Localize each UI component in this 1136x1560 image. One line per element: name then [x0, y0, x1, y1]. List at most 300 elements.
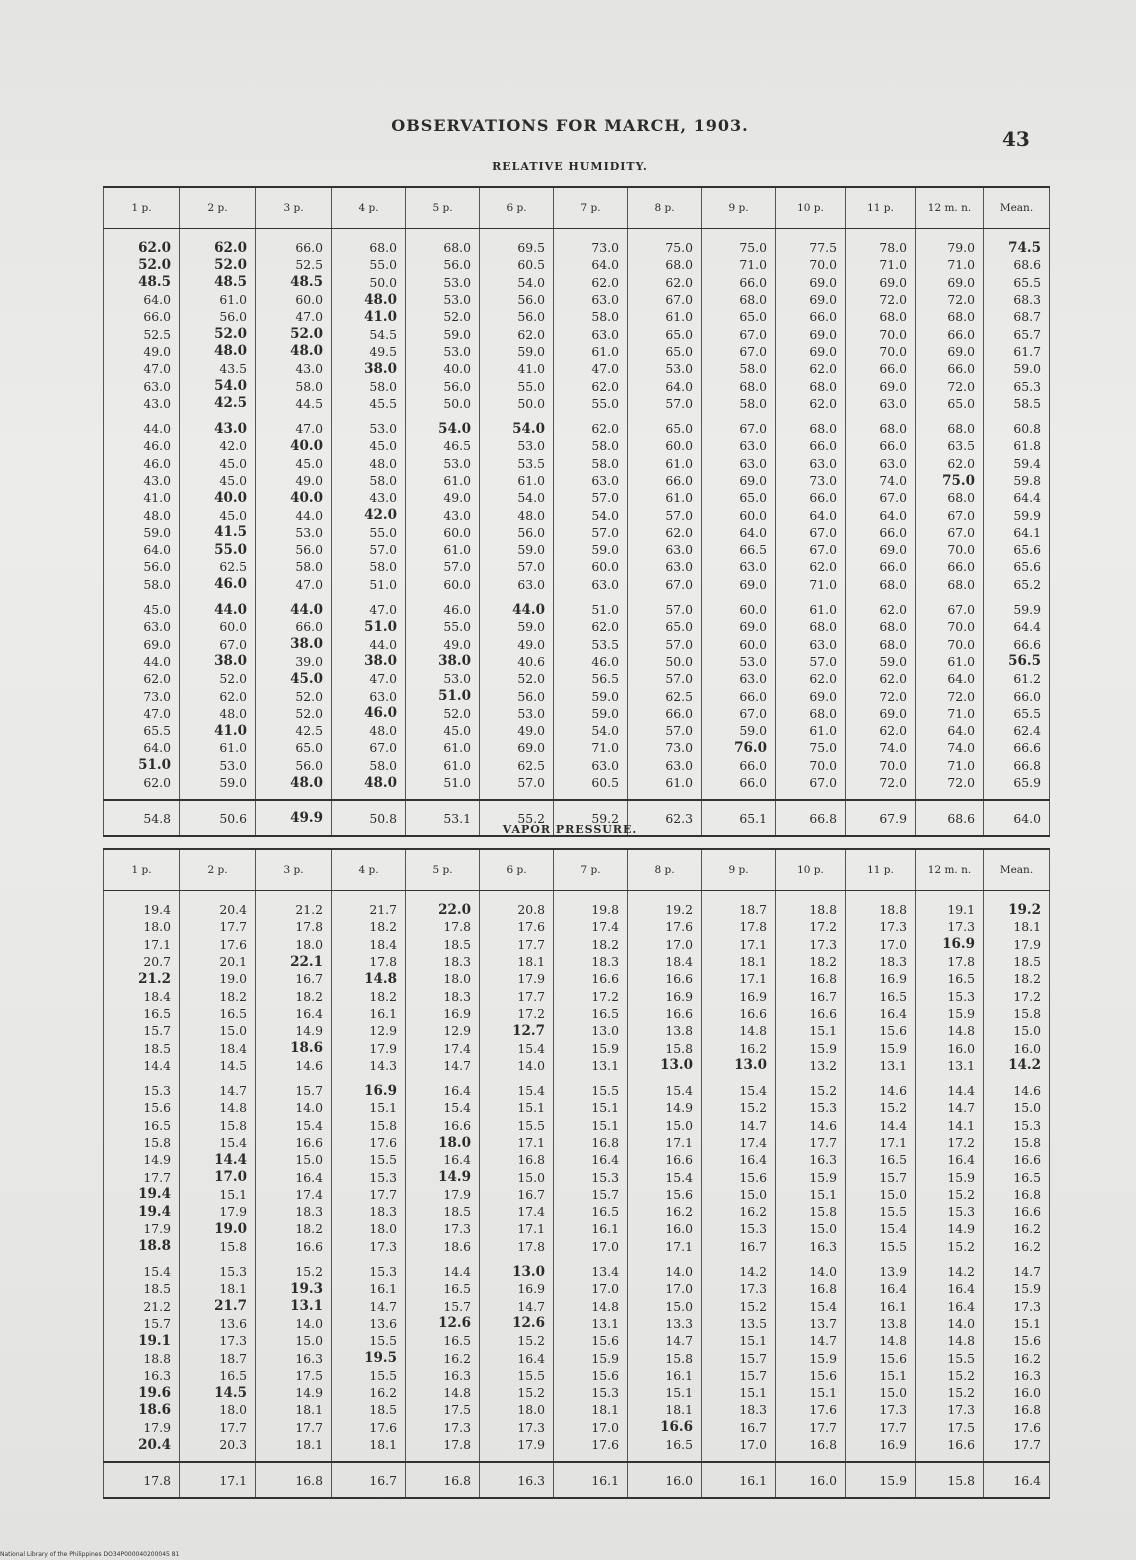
table-cell: 16.2	[984, 1220, 1050, 1237]
table-cell: 15.1	[984, 1315, 1050, 1332]
table-row	[104, 489, 1050, 506]
table-cell: 64.0	[104, 541, 180, 558]
bold-extreme-value: 52.0	[138, 256, 171, 273]
table-cell: 56.0	[104, 558, 180, 575]
table-cell: 20.4	[180, 891, 256, 919]
table-cell: 58.0	[332, 757, 406, 774]
bold-extreme-value: 48.5	[214, 274, 247, 291]
table-cell: 17.3	[916, 1401, 984, 1418]
library-footer: National Library of the Philippines DO34P000040200045 81	[0, 1551, 180, 1558]
bold-extreme-value: 54.0	[512, 420, 545, 437]
table-cell: 60.0	[406, 576, 480, 601]
table-cell	[104, 1332, 180, 1349]
table-cell: 49.0	[480, 722, 554, 739]
table-cell: 71.0	[846, 256, 916, 273]
table-cell: 61.0	[554, 343, 628, 360]
table-cell: 64.1	[984, 524, 1050, 541]
table-cell: 58.0	[554, 455, 628, 472]
table-cell: 17.3	[480, 1419, 554, 1436]
table-cell: 15.8	[628, 1349, 702, 1366]
table-cell: 65.6	[984, 558, 1050, 575]
table-row	[104, 1186, 1050, 1203]
table-cell	[480, 420, 554, 437]
table-cell: 15.0	[256, 1151, 332, 1168]
table-cell: 18.6	[406, 1238, 480, 1263]
bold-extreme-value: 18.0	[438, 1134, 471, 1151]
table-row	[104, 1298, 1050, 1315]
table-cell	[104, 757, 180, 774]
table-cell: 14.7	[984, 1263, 1050, 1280]
mean-cell: 62.3	[628, 800, 702, 836]
table-cell: 67.0	[846, 489, 916, 506]
table-cell: 65.5	[984, 705, 1050, 722]
mean-cell: 53.1	[406, 800, 480, 836]
table-cell: 18.3	[332, 1203, 406, 1220]
table-cell: 15.4	[256, 1117, 332, 1134]
table-cell: 16.8	[776, 1280, 846, 1297]
table-cell: 16.5	[628, 1436, 702, 1462]
table-cell: 16.8	[554, 1134, 628, 1151]
table-cell: 63.0	[846, 455, 916, 472]
table-cell: 64.4	[984, 489, 1050, 506]
table-cell: 18.2	[984, 970, 1050, 987]
table-cell: 65.3	[984, 377, 1050, 394]
column-header: 12 m. n.	[916, 187, 984, 229]
bold-extreme-value: 44.0	[214, 601, 247, 618]
table-cell: 66.0	[702, 774, 776, 800]
table-cell: 16.5	[554, 1005, 628, 1022]
column-header: 6 p.	[480, 849, 554, 891]
table-cell: 18.4	[332, 936, 406, 953]
table-cell: 16.3	[256, 1349, 332, 1366]
table-cell	[332, 360, 406, 377]
mean-cell: 16.1	[554, 1462, 628, 1498]
table-cell: 17.6	[332, 1134, 406, 1151]
table-row	[104, 1349, 1050, 1366]
table-cell	[180, 1384, 256, 1401]
table-cell: 43.0	[256, 360, 332, 377]
table-cell: 15.2	[916, 1238, 984, 1263]
table-cell: 18.3	[256, 1203, 332, 1220]
table-cell	[256, 601, 332, 618]
table-cell: 15.1	[846, 1367, 916, 1384]
table-cell: 17.7	[776, 1134, 846, 1151]
table-cell: 61.0	[628, 489, 702, 506]
table-cell: 68.6	[984, 256, 1050, 273]
mean-cell: 16.3	[480, 1462, 554, 1498]
table-cell: 70.0	[776, 256, 846, 273]
table-cell: 17.8	[406, 1436, 480, 1462]
table-cell: 18.5	[406, 936, 480, 953]
table-cell: 56.0	[256, 757, 332, 774]
table-cell: 65.7	[984, 325, 1050, 342]
table-cell: 59.9	[984, 601, 1050, 618]
table-cell: 69.0	[776, 325, 846, 342]
table-cell: 63.0	[480, 576, 554, 601]
table-cell: 55.0	[406, 618, 480, 635]
column-header: 1 p.	[104, 187, 180, 229]
table-cell: 15.3	[332, 1263, 406, 1280]
table-cell: 18.8	[776, 891, 846, 919]
table-cell: 41.0	[104, 489, 180, 506]
table-cell: 56.0	[480, 308, 554, 325]
table-cell: 63.0	[702, 455, 776, 472]
table-cell: 13.9	[846, 1263, 916, 1280]
bold-extreme-value: 42.0	[364, 507, 397, 524]
table-cell: 62.0	[846, 722, 916, 739]
table-cell: 67.0	[702, 343, 776, 360]
bold-extreme-value: 12.6	[512, 1315, 545, 1332]
table-cell: 46.0	[554, 653, 628, 670]
table-cell: 18.1	[180, 1280, 256, 1297]
table-cell: 16.6	[984, 1151, 1050, 1168]
table-cell: 15.7	[104, 1315, 180, 1332]
table-cell: 50.0	[406, 395, 480, 420]
table-cell: 68.0	[702, 377, 776, 394]
table-cell: 45.5	[332, 395, 406, 420]
table-cell: 15.3	[332, 1168, 406, 1185]
table-cell	[180, 541, 256, 558]
table-cell: 13.7	[776, 1315, 846, 1332]
table-cell: 65.5	[104, 722, 180, 739]
day-group	[104, 891, 1050, 1082]
table-cell: 16.6	[628, 1151, 702, 1168]
table-cell: 67.0	[702, 705, 776, 722]
table-cell: 45.0	[104, 601, 180, 618]
table-row	[104, 757, 1050, 774]
table-cell: 63.0	[332, 687, 406, 704]
table-cell	[180, 256, 256, 273]
table-cell: 62.0	[776, 670, 846, 687]
table-cell	[104, 229, 180, 257]
table-cell: 15.0	[702, 1186, 776, 1203]
table-cell: 52.5	[104, 325, 180, 342]
table-cell: 63.0	[628, 757, 702, 774]
table-cell: 16.2	[984, 1238, 1050, 1263]
table-cell: 62.0	[846, 601, 916, 618]
table-cell: 14.7	[480, 1298, 554, 1315]
table-cell: 18.2	[180, 987, 256, 1004]
table-cell	[104, 1401, 180, 1418]
table-row	[104, 722, 1050, 739]
table-cell: 52.0	[256, 687, 332, 704]
table-cell	[480, 1263, 554, 1280]
table-row	[104, 1134, 1050, 1151]
table-cell: 14.4	[104, 1057, 180, 1082]
bold-extreme-value: 48.0	[214, 343, 247, 360]
mean-cell: 68.6	[916, 800, 984, 836]
table-cell: 14.6	[256, 1057, 332, 1082]
table-cell: 14.6	[776, 1117, 846, 1134]
table-cell: 14.8	[916, 1332, 984, 1349]
table-cell: 16.1	[628, 1367, 702, 1384]
bold-extreme-value: 48.0	[364, 774, 397, 791]
table-cell: 69.0	[776, 343, 846, 360]
table-cell: 52.0	[406, 308, 480, 325]
table-cell: 15.9	[554, 1349, 628, 1366]
table-cell: 16.3	[776, 1151, 846, 1168]
table-cell: 68.0	[846, 618, 916, 635]
table-row	[104, 987, 1050, 1004]
table-cell: 14.3	[332, 1057, 406, 1082]
table-cell: 15.0	[846, 1384, 916, 1401]
table-cell: 16.1	[332, 1280, 406, 1297]
table-cell: 17.7	[332, 1186, 406, 1203]
table-cell: 17.0	[554, 1280, 628, 1297]
table-cell: 69.5	[480, 229, 554, 257]
table-cell: 17.9	[332, 1039, 406, 1056]
table-cell: 67.0	[776, 541, 846, 558]
bold-extreme-value: 18.8	[138, 1238, 171, 1255]
table-cell: 61.0	[406, 757, 480, 774]
table-cell: 56.0	[406, 256, 480, 273]
table-cell: 63.0	[846, 395, 916, 420]
bold-extreme-value: 19.1	[138, 1332, 171, 1349]
table-cell: 15.5	[916, 1349, 984, 1366]
table-cell: 56.0	[480, 687, 554, 704]
bold-extreme-value: 13.1	[290, 1298, 323, 1315]
table-cell: 65.0	[702, 308, 776, 325]
table-cell: 58.0	[554, 308, 628, 325]
table-cell: 21.2	[256, 891, 332, 919]
bold-extreme-value: 56.5	[1008, 653, 1041, 670]
table-cell: 16.5	[554, 1203, 628, 1220]
table-cell: 58.0	[332, 472, 406, 489]
table-cell: 16.1	[846, 1298, 916, 1315]
bold-extreme-value: 14.4	[214, 1151, 247, 1168]
relative-humidity-heading: RELATIVE HUMIDITY.	[492, 160, 648, 173]
table-cell: 61.0	[776, 722, 846, 739]
table-cell: 17.9	[104, 1220, 180, 1237]
table-cell: 14.7	[180, 1082, 256, 1099]
table-cell: 14.9	[256, 1022, 332, 1039]
day-group	[104, 229, 1050, 420]
table-cell: 52.0	[256, 705, 332, 722]
table-cell: 72.0	[916, 291, 984, 308]
table-cell: 69.0	[480, 739, 554, 756]
table-cell: 13.1	[554, 1057, 628, 1082]
table-cell: 17.8	[702, 918, 776, 935]
table-cell: 70.0	[846, 757, 916, 774]
table-cell: 16.5	[916, 970, 984, 987]
table-cell: 13.0	[554, 1022, 628, 1039]
table-cell: 66.0	[702, 757, 776, 774]
table-cell: 18.4	[180, 1039, 256, 1056]
table-cell: 16.8	[984, 1401, 1050, 1418]
table-cell: 15.6	[554, 1367, 628, 1384]
table-cell: 71.0	[916, 705, 984, 722]
table-cell: 15.4	[628, 1082, 702, 1099]
bold-extreme-value: 18.6	[138, 1401, 171, 1418]
table-cell: 63.0	[776, 455, 846, 472]
mean-cell: 67.9	[846, 800, 916, 836]
table-cell: 18.1	[702, 953, 776, 970]
table-row	[104, 558, 1050, 575]
table-cell: 66.0	[846, 524, 916, 541]
table-cell	[180, 1298, 256, 1315]
table-cell: 17.6	[628, 918, 702, 935]
table-cell: 17.4	[702, 1134, 776, 1151]
table-row	[104, 506, 1050, 523]
column-header: 8 p.	[628, 849, 702, 891]
table-cell: 20.7	[104, 953, 180, 970]
table-cell	[984, 229, 1050, 257]
table-cell	[256, 325, 332, 342]
table-cell	[480, 1022, 554, 1039]
table-cell: 65.0	[256, 739, 332, 756]
table-cell: 46.0	[406, 601, 480, 618]
table-cell: 49.0	[406, 636, 480, 653]
bold-extreme-value: 48.5	[290, 274, 323, 291]
table-cell: 16.4	[480, 1349, 554, 1366]
table-cell: 61.0	[480, 472, 554, 489]
table-cell: 14.6	[984, 1082, 1050, 1099]
bold-extreme-value: 14.9	[438, 1169, 471, 1186]
table-cell: 63.0	[554, 472, 628, 489]
table-cell: 15.1	[332, 1099, 406, 1116]
table-row	[104, 1238, 1050, 1263]
table-cell: 17.7	[480, 936, 554, 953]
table-row	[104, 1263, 1050, 1280]
table-cell: 57.0	[332, 541, 406, 558]
table-cell	[406, 1134, 480, 1151]
table-cell: 17.8	[480, 1238, 554, 1263]
table-cell	[984, 891, 1050, 919]
table-cell: 64.0	[628, 377, 702, 394]
bold-extreme-value: 38.0	[364, 360, 397, 377]
table-cell: 65.0	[628, 420, 702, 437]
table-cell: 14.0	[628, 1263, 702, 1280]
table-row	[104, 524, 1050, 541]
table-cell: 18.0	[104, 918, 180, 935]
table-cell: 16.9	[846, 970, 916, 987]
table-cell: 18.5	[984, 953, 1050, 970]
bold-extreme-value: 74.5	[1008, 239, 1041, 256]
table-cell: 62.0	[554, 420, 628, 437]
table-cell: 15.6	[846, 1349, 916, 1366]
table-cell	[104, 274, 180, 291]
table-cell: 42.0	[180, 437, 256, 454]
table-cell	[332, 970, 406, 987]
table-cell	[702, 1057, 776, 1082]
table-row	[104, 1367, 1050, 1384]
table-cell: 47.0	[256, 576, 332, 601]
table-cell: 13.1	[846, 1057, 916, 1082]
table-row	[104, 360, 1050, 377]
table-cell: 13.1	[916, 1057, 984, 1082]
table-cell: 15.9	[984, 1280, 1050, 1297]
table-cell: 66.6	[984, 739, 1050, 756]
table-cell: 62.0	[554, 274, 628, 291]
table-cell: 15.1	[776, 1022, 846, 1039]
table-cell: 14.0	[480, 1057, 554, 1082]
day-group	[104, 601, 1050, 800]
table-cell: 65.2	[984, 576, 1050, 601]
table-cell: 13.3	[628, 1315, 702, 1332]
table-cell: 61.8	[984, 437, 1050, 454]
table-cell: 14.9	[104, 1151, 180, 1168]
table-cell: 15.7	[702, 1349, 776, 1366]
table-cell: 63.0	[628, 541, 702, 558]
table-cell: 57.0	[480, 774, 554, 800]
table-cell: 66.0	[256, 618, 332, 635]
table-cell: 17.2	[554, 987, 628, 1004]
table-cell: 15.2	[916, 1384, 984, 1401]
means-row	[104, 1462, 1050, 1498]
table-cell: 18.3	[406, 987, 480, 1004]
table-cell: 21.2	[104, 1298, 180, 1315]
table-row	[104, 891, 1050, 919]
table-cell: 16.7	[702, 1238, 776, 1263]
table-cell: 72.0	[916, 377, 984, 394]
table-cell: 47.0	[104, 705, 180, 722]
mean-cell: 66.8	[776, 800, 846, 836]
table-cell: 59.0	[702, 722, 776, 739]
table-cell: 18.0	[332, 1220, 406, 1237]
table-cell: 15.0	[628, 1117, 702, 1134]
mean-cell: 16.8	[406, 1462, 480, 1498]
table-cell: 13.5	[702, 1315, 776, 1332]
column-header: 5 p.	[406, 849, 480, 891]
table-cell: 62.0	[180, 687, 256, 704]
table-cell: 20.3	[180, 1436, 256, 1462]
table-cell: 16.3	[776, 1238, 846, 1263]
table-cell: 62.0	[104, 670, 180, 687]
mean-cell: 50.8	[332, 800, 406, 836]
table-cell: 16.8	[480, 1151, 554, 1168]
table-cell	[180, 325, 256, 342]
table-cell: 57.0	[628, 636, 702, 653]
table-cell: 44.0	[332, 636, 406, 653]
table-cell: 45.0	[256, 455, 332, 472]
table-cell: 18.1	[554, 1401, 628, 1418]
table-cell: 68.0	[702, 291, 776, 308]
table-cell	[256, 774, 332, 800]
table-cell: 15.2	[480, 1332, 554, 1349]
table-cell: 16.4	[916, 1298, 984, 1315]
table-cell: 16.9	[702, 987, 776, 1004]
table-cell: 18.4	[104, 987, 180, 1004]
table-cell: 64.0	[702, 524, 776, 541]
table-cell	[332, 1082, 406, 1099]
table-cell	[332, 774, 406, 800]
table-cell: 70.0	[846, 343, 916, 360]
table-cell: 69.0	[776, 687, 846, 704]
bold-extreme-value: 43.0	[214, 420, 247, 437]
table-cell: 15.4	[702, 1082, 776, 1099]
table-cell	[332, 618, 406, 635]
column-header: 11 p.	[846, 187, 916, 229]
table-cell: 19.0	[180, 970, 256, 987]
table-cell: 17.3	[332, 1238, 406, 1263]
table-cell: 17.6	[180, 936, 256, 953]
table-cell: 53.0	[702, 653, 776, 670]
table-cell: 68.0	[776, 420, 846, 437]
bold-extreme-value: 19.4	[138, 1203, 171, 1220]
table-cell: 18.0	[406, 970, 480, 987]
table-cell: 17.3	[916, 918, 984, 935]
table-cell	[916, 472, 984, 489]
table-cell: 16.2	[702, 1039, 776, 1056]
table-cell	[180, 1151, 256, 1168]
table-cell: 64.0	[916, 722, 984, 739]
table-cell: 17.7	[846, 1419, 916, 1436]
mean-cell: 15.8	[916, 1462, 984, 1498]
table-cell: 16.2	[628, 1203, 702, 1220]
table-cell: 66.6	[984, 636, 1050, 653]
table-cell: 16.5	[104, 1005, 180, 1022]
table-cell: 15.3	[104, 1082, 180, 1099]
